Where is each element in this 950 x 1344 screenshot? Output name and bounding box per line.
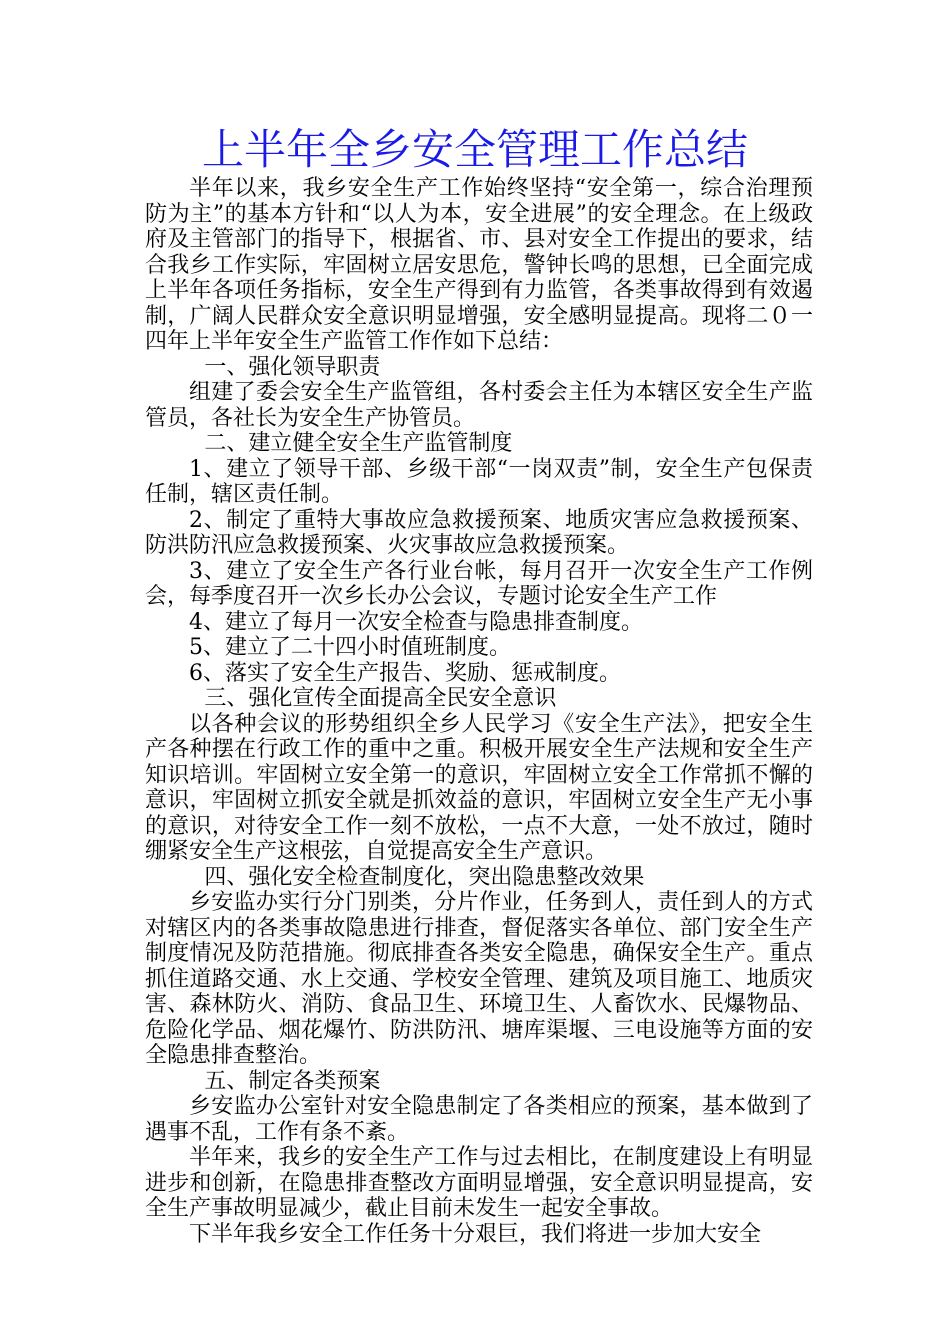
intro-paragraph: 半年以来，我乡安全生产工作始终坚持“安全第一，综合治理预防为主”的基本方针和“以人为本，安全进展”的安全理念。在上级政府及主管部门的指导下，根据省、市、县对安全工作提出的要求，结合我乡工作实际，牢固树立居安思危，警钟长鸣的思想，已全面完成上半年各项任务指标，安全生产得到有力监管，各类事故得到有效遏制，广阔人民群众安全意识明显增强，安全感明显提高。现将二０一四年上半年安全生产监管工作作如下总结： — [145, 176, 813, 354]
list-item-3: 3、建立了安全生产各行业台帐，每月召开一次安全生产工作例会，每季度召开一次乡长办公会议，专题讨论安全生产工作 — [145, 558, 813, 609]
document-body — [145, 176, 813, 1247]
section-3-paragraph: 以各种会议的形势组织全乡人民学习《安全生产法》，把安全生产各种摆在行政工作的重中之重。积极开展安全生产法规和安全生产知识培训。牢固树立安全第一的意识，牢固树立安全工作常抓不懈的意识，牢固树立抓安全就是抓效益的意识，牢固树立安全生产无小事的意识，对待安全工作一刻不放松，一点不大意，一处不放过，随时绷紧安全生产这根弦，自觉提高安全生产意识。 — [145, 711, 813, 864]
list-item-6: 6、落实了安全生产报告、奖励、惩戒制度。 — [189, 660, 621, 686]
document-title: 上半年全乡安全管理工作总结 — [201, 125, 748, 174]
list-item-5: 5、建立了二十四小时值班制度。 — [189, 635, 511, 660]
closing-paragraph: 下半年我乡安全工作任务十分艰巨，我们将进一步加大安全 — [189, 1221, 762, 1247]
section-heading-4: 四、强化安全检查制度化，突出隐患整改效果 — [204, 864, 645, 890]
list-item-1: 1、建立了领导干部、乡级干部“一岗双责”制，安全生产包保责任制，辖区责任制。 — [145, 456, 813, 507]
section-heading-5: 五、制定各类预案 — [204, 1068, 381, 1094]
section-heading-3: 三、强化宣传全面提高全民安全意识 — [204, 686, 557, 711]
summary-paragraph: 半年来，我乡的安全生产工作与过去相比，在制度建设上有明显进步和创新，在隐患排查整改方面明显增强，安全意识明显提高，安全生产事故明显减少，截止目前未发生一起安全事故。 — [145, 1145, 813, 1221]
section-1-paragraph: 组建了委会安全生产监管组，各村委会主任为本辖区安全生产监管员，各社长为安全生产协管员。 — [145, 380, 813, 431]
section-heading-1: 一、强化领导职责 — [204, 354, 381, 380]
section-5-paragraph: 乡安监办公室针对安全隐患制定了各类相应的预案，基本做到了遇事不乱，工作有条不紊。 — [145, 1094, 813, 1145]
section-heading-2: 二、建立健全安全生产监管制度 — [204, 431, 513, 456]
list-item-4: 4、建立了每月一次安全检查与隐患排查制度。 — [189, 609, 643, 635]
list-item-2: 2、制定了重特大事故应急救援预案、地质灾害应急救援预案、防洪防汛应急救援预案、火灾事故应急救援预案。 — [145, 507, 813, 558]
section-4-paragraph: 乡安监办实行分门别类，分片作业，任务到人，责任到人的方式对辖区内的各类事故隐患进行排查，督促落实各单位、部门安全生产制度情况及防范措施。彻底排查各类安全隐患，确保安全生产。重点抓住道路交通、水上交通、学校安全管理、建筑及项目施工、地质灾害、森林防火、消防、食品卫生、环境卫生、人畜饮水、民爆物品、危险化学品、烟花爆竹、防洪防汛、塘库渠堰、三电设施等方面的安全隐患排查整治。 — [145, 890, 813, 1068]
